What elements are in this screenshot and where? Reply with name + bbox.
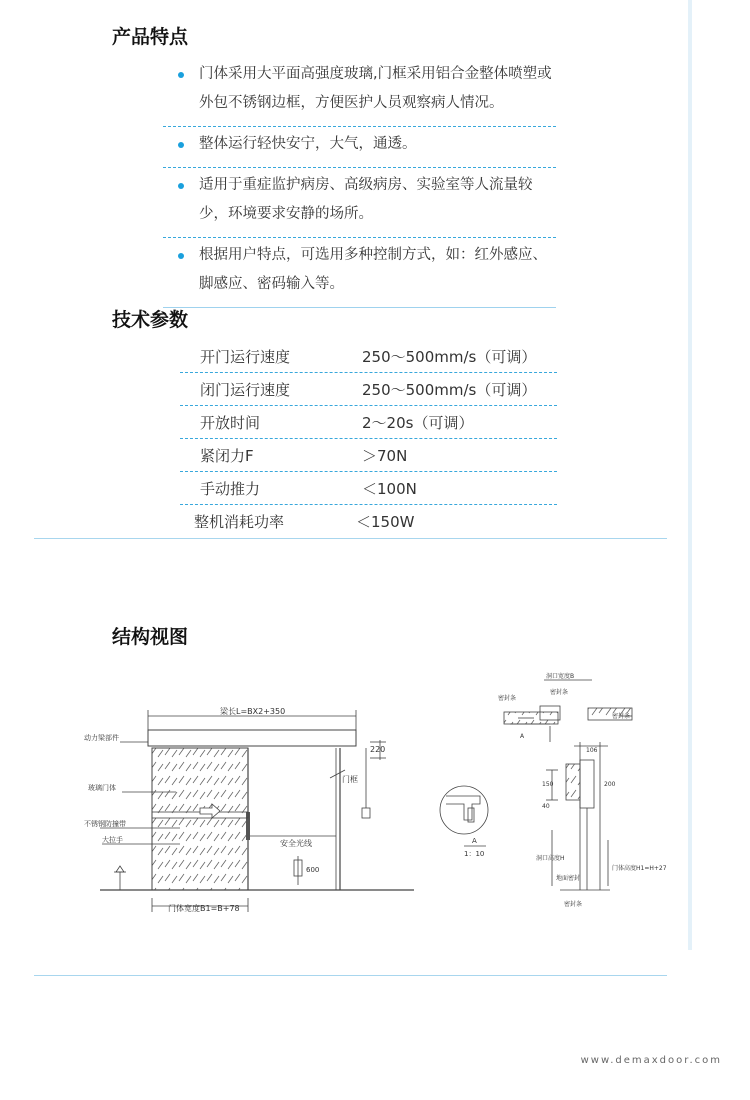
seal-label-4: 密封条	[564, 901, 583, 908]
spec-value: ＞70N	[362, 447, 408, 465]
feature-list	[163, 57, 556, 308]
section-divider	[34, 975, 667, 976]
bullet-icon	[178, 72, 184, 78]
dim-220-label: 220	[370, 745, 386, 754]
feature-text: 整体运行轻快安宁，大气，通透。	[199, 136, 417, 152]
door-width-label: 门体宽度B1=B+78	[168, 904, 240, 913]
detail-a-label: A	[472, 837, 477, 845]
bullet-icon	[178, 142, 184, 148]
spec-label: 开门运行速度	[200, 348, 291, 366]
handle-label: 大拉手	[102, 836, 123, 844]
table-row	[180, 340, 557, 373]
front-view	[100, 710, 414, 912]
safety-label: 安全光线	[280, 839, 312, 848]
table-row	[180, 439, 557, 472]
spec-value: 250～500mm/s（可调）	[362, 348, 537, 366]
spec-label: 紧闭力F	[200, 447, 254, 465]
list-item	[163, 127, 556, 168]
dim-200-label: 200	[604, 781, 616, 788]
list-item	[163, 238, 556, 308]
feature-text: 根据用户特点，可选用多种控制方式，如：红外感应、脚感应、密码输入等。	[199, 247, 547, 292]
spec-value: 250～500mm/s（可调）	[362, 381, 537, 399]
section-divider	[34, 538, 667, 539]
table-row	[180, 505, 557, 537]
dim-106-label: 106	[586, 747, 598, 754]
list-item	[163, 57, 556, 127]
table-row	[180, 472, 557, 505]
side-a-label: A	[520, 733, 525, 740]
spec-value: ＜150W	[356, 513, 415, 531]
ground-seal-label: 地面密封	[556, 875, 581, 882]
table-row	[180, 406, 557, 439]
structure-drawing	[80, 660, 667, 920]
dim-150-label: 150	[542, 781, 554, 788]
structure-title: 结构视图	[112, 626, 189, 648]
features-title: 产品特点	[112, 26, 189, 48]
dim-600-label: 600	[306, 866, 320, 874]
bullet-icon	[178, 253, 184, 259]
spec-label: 开放时间	[200, 414, 261, 432]
dim-40-label: 40	[542, 803, 550, 810]
beam-length-label: 梁长L=BX2+350	[220, 707, 286, 716]
detail-scale-label: 1：10	[464, 850, 485, 858]
seal-label-1: 密封条	[498, 695, 517, 702]
opening-height-label: 洞口高度H	[536, 855, 565, 862]
drive-label: 动力梁部件	[84, 734, 119, 742]
side-view-labels	[498, 672, 667, 908]
frame-label: 门框	[342, 775, 358, 784]
seal-label-3: 密封条	[612, 713, 631, 720]
feature-text: 门体采用大平面高强度玻璃,门框采用铝合金整体喷塑或外包不锈钢边框，方便医护人员观察病人情况。	[199, 66, 552, 111]
structure-drawing-svg	[80, 660, 667, 920]
spec-value: 2～20s（可调）	[362, 414, 474, 432]
spec-value: ＜100N	[362, 480, 417, 498]
door-height-label: 门体高度H1=H+27	[612, 865, 667, 872]
steel-label: 不锈钢防撞带	[84, 820, 126, 828]
spec-label: 整机消耗功率	[194, 513, 285, 531]
detail-view-labels	[464, 837, 484, 858]
spec-table	[180, 340, 557, 537]
table-row	[180, 373, 557, 406]
glass-label: 玻璃门体	[88, 784, 116, 792]
bullet-icon	[178, 183, 184, 189]
feature-text: 适用于重症监护病房、高级病房、实验室等人流量较少，环境要求安静的场所。	[199, 177, 533, 222]
website-url: www.demaxdoor.com	[580, 1055, 722, 1066]
accent-bar	[688, 0, 692, 950]
opening-width-label: 洞口宽度B	[546, 673, 575, 680]
list-item	[163, 168, 556, 238]
spec-label: 手动推力	[200, 480, 261, 498]
detail-view	[440, 786, 488, 846]
spec-label: 闭门运行速度	[200, 381, 291, 399]
seal-label-2: 密封条	[550, 689, 569, 696]
specs-title: 技术参数	[112, 309, 189, 331]
